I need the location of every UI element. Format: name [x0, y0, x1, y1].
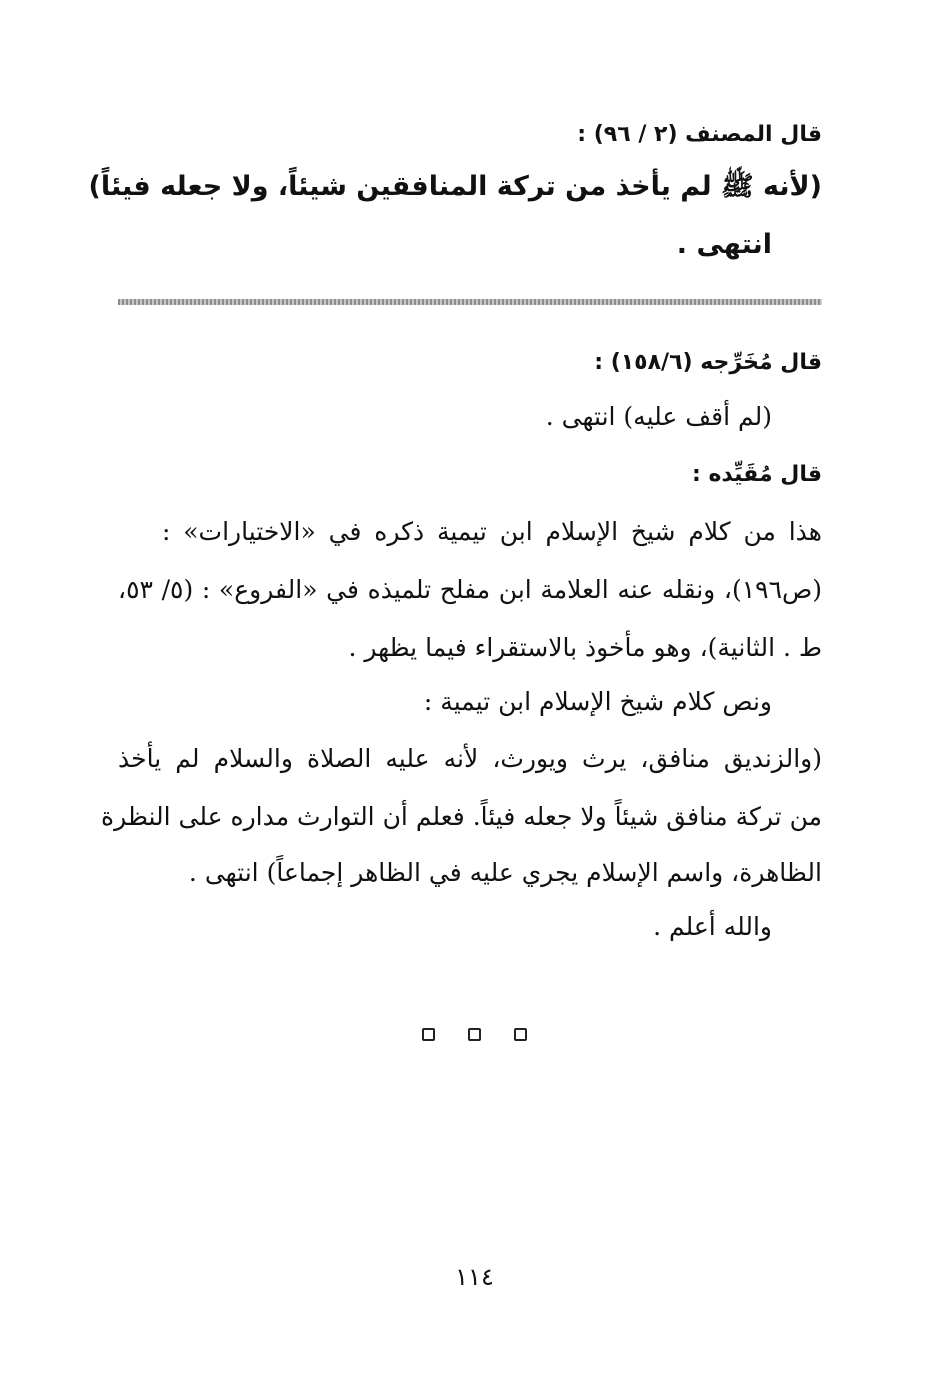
square-ornament-icon [422, 1028, 435, 1041]
section-divider [118, 299, 822, 305]
takhrij-text: (لم أقف عليه) انتهى . [545, 402, 772, 431]
paragraph-line: من تركة منافق شيئاً ولا جعله فيئاً. فعلم أن التوارث مداره على النظرة [101, 802, 822, 831]
page-number: ١١٤ [455, 1263, 494, 1291]
paragraph-line: (ص١٩٦)، ونقله عنه العلامة ابن مفلح تلميذه في «الفروع» : (٥/ ٥٣، [118, 575, 822, 604]
section-heading-author: قال المصنف (٢ / ٩٦) : [577, 122, 822, 147]
paragraph-line: (والزنديق منافق، يرث ويورث، لأنه عليه الصلاة والسلام لم يأخذ [118, 744, 822, 773]
paragraph-line: الظاهرة، واسم الإسلام يجري عليه في الظاهر إجماعاً) انتهى . [188, 858, 822, 887]
square-ornament-icon [468, 1028, 481, 1041]
paragraph-line: هذا من كلام شيخ الإسلام ابن تيمية ذكره في «الاختيارات» : [162, 517, 822, 546]
paragraph-line: ط . الثانية)، وهو مأخوذ بالاستقراء فيما يظهر . [348, 633, 822, 662]
quote-line: (لأنه ﷺ لم يأخذ من تركة المنافقين شيئاً، ولا جعله فيئاً) [88, 171, 822, 202]
paragraph-line: ونص كلام شيخ الإسلام ابن تيمية : [423, 687, 772, 716]
quote-line: انتهى . [676, 229, 772, 260]
section-heading-takhrij: قال مُخَرِّجه (١٥٨/٦) : [594, 350, 822, 375]
section-end-markers [0, 1028, 949, 1041]
square-ornament-icon [514, 1028, 527, 1041]
closing-line: والله أعلم . [653, 912, 772, 941]
section-heading-muqayyid: قال مُقَيِّده : [691, 462, 822, 487]
